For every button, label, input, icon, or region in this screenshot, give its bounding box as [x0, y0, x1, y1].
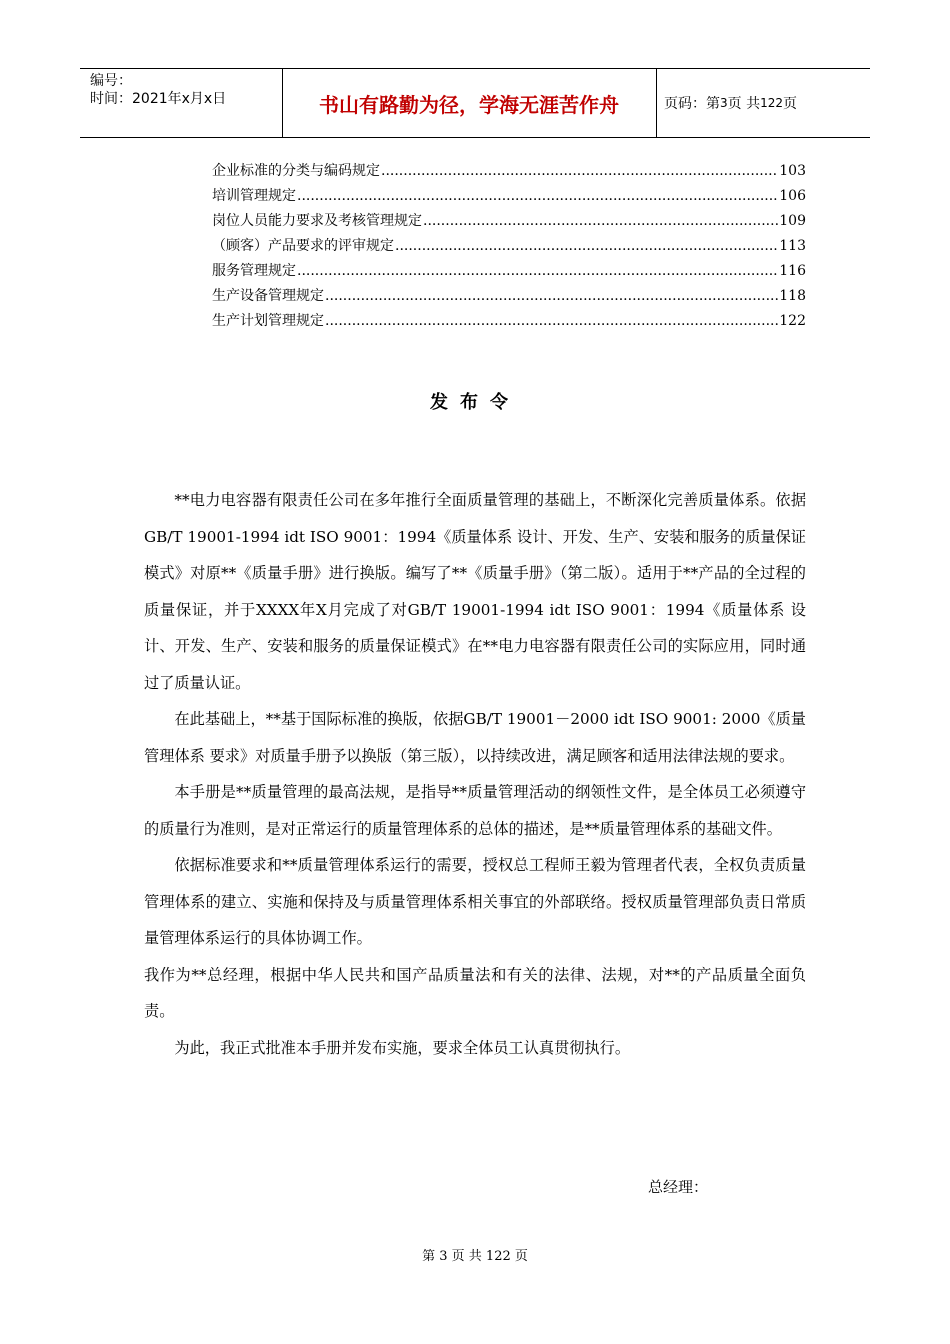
toc-title: 服务管理规定 — [212, 263, 296, 279]
toc-entry[interactable] — [212, 309, 806, 334]
table-of-contents — [212, 159, 806, 334]
toc-title: 岗位人员能力要求及考核管理规定 — [212, 213, 422, 229]
toc-entry[interactable] — [212, 209, 806, 234]
body-paragraph: **电力电容器有限责任公司在多年推行全面质量管理的基础上，不断深化完善质量体系。依据GB/T 19001-1994 idt ISO 9001：1994《质量体系 设计、开发、生产、安装和服务的质量保证模式》对原**《质量手册》进行换版。编写了**《质量手册》（第二版）。适用于**产品的全过程的质量保证，并于XXXX年X月完成了对GB/T 19001-1994 idt ISO 9001：1994《质量体系 设计、开发、生产、安装和服务的质量保证模式》在**电力电容器有限责任公司的实际应用，同时通过了质量认证。 — [144, 491, 806, 692]
doc-date-label: 时间：2021年x月x日 — [90, 91, 227, 107]
toc-page: 106 — [779, 188, 806, 204]
page-header — [80, 68, 870, 138]
toc-entry[interactable] — [212, 234, 806, 259]
header-motto: 书山有路勤为径，学海无涯苦作舟 — [282, 69, 657, 137]
page-footer: 第 3 页 共 122 页 — [422, 1249, 528, 1264]
toc-title: （顾客）产品要求的评审规定 — [212, 238, 394, 254]
toc-page: 109 — [779, 213, 806, 229]
toc-leader — [423, 209, 778, 234]
signature-line: 总经理： — [648, 1178, 709, 1196]
toc-title: 生产设备管理规定 — [212, 288, 324, 304]
body-paragraph: 为此，我正式批准本手册并发布实施，要求全体员工认真贯彻执行。 — [174, 1038, 631, 1057]
page-label-prefix: 页码：第 — [664, 96, 720, 112]
document-body — [144, 482, 806, 1066]
body-paragraph: 我作为**总经理，根据中华人民共和国产品质量法和有关的法律、法规，对**的产品质量全面负责。 — [144, 965, 806, 1020]
body-paragraph: 在此基础上，**基于国际标准的换版，依据GB/T 19001－2000 idt ISO 9001: 2000《质量管理体系 要求》对质量手册予以换版（第三版），以持续改进，满足顾客和适用法律法规的要求。 — [144, 710, 806, 765]
toc-title: 生产计划管理规定 — [212, 313, 324, 329]
toc-page: 116 — [779, 263, 806, 279]
page-label-suffix: 页 — [783, 96, 797, 112]
toc-leader — [325, 284, 778, 309]
header-page-info — [656, 69, 870, 137]
toc-leader — [297, 259, 778, 284]
body-paragraph: 本手册是**质量管理的最高法规，是指导**质量管理活动的纲领性文件，是全体员工必须遵守的质量行为准则，是对正常运行的质量管理体系的总体的描述，是**质量管理体系的基础文件。 — [144, 783, 806, 838]
toc-entry[interactable] — [212, 184, 806, 209]
body-paragraph: 依据标准要求和**质量管理体系运行的需要，授权总工程师王毅为管理者代表，全权负责质量管理体系的建立、实施和保持及与质量管理体系相关事宜的外部联络。授权质量管理部负责日常质量管理体系运行的具体协调工作。 — [144, 856, 806, 947]
toc-leader — [395, 234, 778, 259]
document-title: 发布令 — [430, 392, 520, 413]
page-total: 122 — [760, 96, 783, 110]
toc-leader — [325, 309, 778, 334]
toc-page: 113 — [779, 238, 806, 254]
toc-entry[interactable] — [212, 159, 806, 184]
toc-page: 103 — [779, 163, 806, 179]
toc-title: 培训管理规定 — [212, 188, 296, 204]
toc-page: 122 — [779, 313, 806, 329]
toc-leader — [297, 184, 778, 209]
header-info-cell — [80, 69, 283, 137]
page-label-mid: 页 共 — [727, 96, 761, 112]
page-current: 3 — [720, 96, 728, 110]
doc-number-label: 编号： — [90, 73, 132, 89]
toc-entry[interactable] — [212, 259, 806, 284]
toc-page: 118 — [779, 288, 806, 304]
toc-leader — [381, 159, 778, 184]
toc-title: 企业标准的分类与编码规定 — [212, 163, 380, 179]
toc-entry[interactable] — [212, 284, 806, 309]
